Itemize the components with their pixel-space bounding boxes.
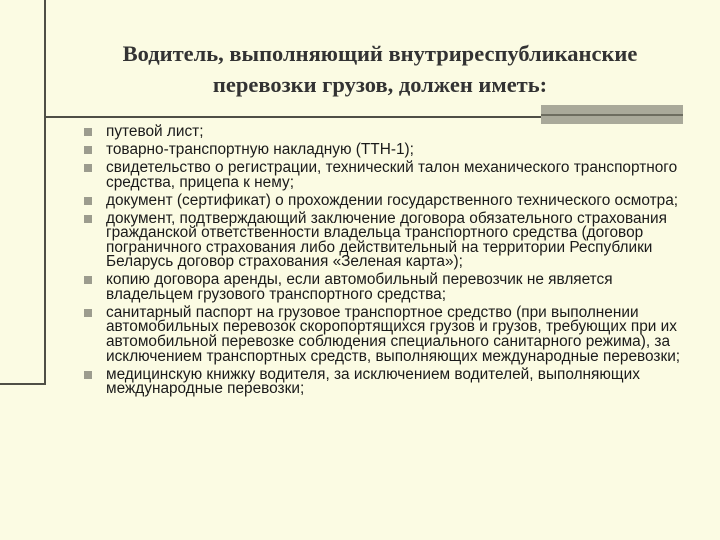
list-item-text: медицинскую книжку водителя, за исключением водителей, выполняющих международные перевозки; xyxy=(106,365,640,398)
list-item-text: свидетельство о регистрации, технический талон механического транспортного средства, прицепа к нему; xyxy=(106,158,678,191)
slide-title-line2: перевозки грузов, должен иметь: xyxy=(212,72,548,97)
list-item-text: документ (сертификат) о прохождении государственного технического осмотра; xyxy=(106,191,679,209)
accent-block-line xyxy=(541,114,683,116)
list-item xyxy=(84,365,700,398)
list-item xyxy=(84,158,700,191)
square-bullet-icon xyxy=(84,197,92,205)
slide-title xyxy=(60,38,700,100)
square-bullet-icon xyxy=(84,371,92,379)
square-bullet-icon xyxy=(84,276,92,284)
square-bullet-icon xyxy=(84,215,92,223)
list-item xyxy=(84,125,700,140)
list-item-text: документ, подтверждающий заключение договора обязательного страхования гражданской ответственности владельца транспортного средства (договор пограничного страхования либо действительный на территории Республики Беларусь договор страхования «Зеленая карта»); xyxy=(106,209,667,271)
list-item-text: санитарный паспорт на грузовое транспортное средство (при выполнении автомобильных перевозок скоропортящихся грузов и грузов, требующих при их автомобильной перевозке соблюдения специального санитарного режима), за исключением транспортных средств, выполняющих международные перевозки; xyxy=(106,303,681,365)
slide-title-line1: Водитель, выполняющий внутриреспубликанские xyxy=(122,41,638,66)
square-bullet-icon xyxy=(84,309,92,317)
frame-left-stub-line xyxy=(0,383,46,385)
list-item xyxy=(84,209,700,271)
list-item-text: путевой лист; xyxy=(106,123,204,140)
list-item xyxy=(84,303,700,365)
list-item xyxy=(84,140,700,158)
frame-vertical-line xyxy=(44,0,46,384)
list-item xyxy=(84,273,700,302)
list-item-text: товарно-транспортную накладную (ТТН-1); xyxy=(106,140,414,158)
square-bullet-icon xyxy=(84,164,92,172)
list-item xyxy=(84,191,700,209)
square-bullet-icon xyxy=(84,146,92,154)
square-bullet-icon xyxy=(84,128,92,136)
list-item-text: копию договора аренды, если автомобильный перевозчик не является владельцем грузового транспортного средства; xyxy=(106,271,613,303)
bullet-list xyxy=(84,125,700,400)
